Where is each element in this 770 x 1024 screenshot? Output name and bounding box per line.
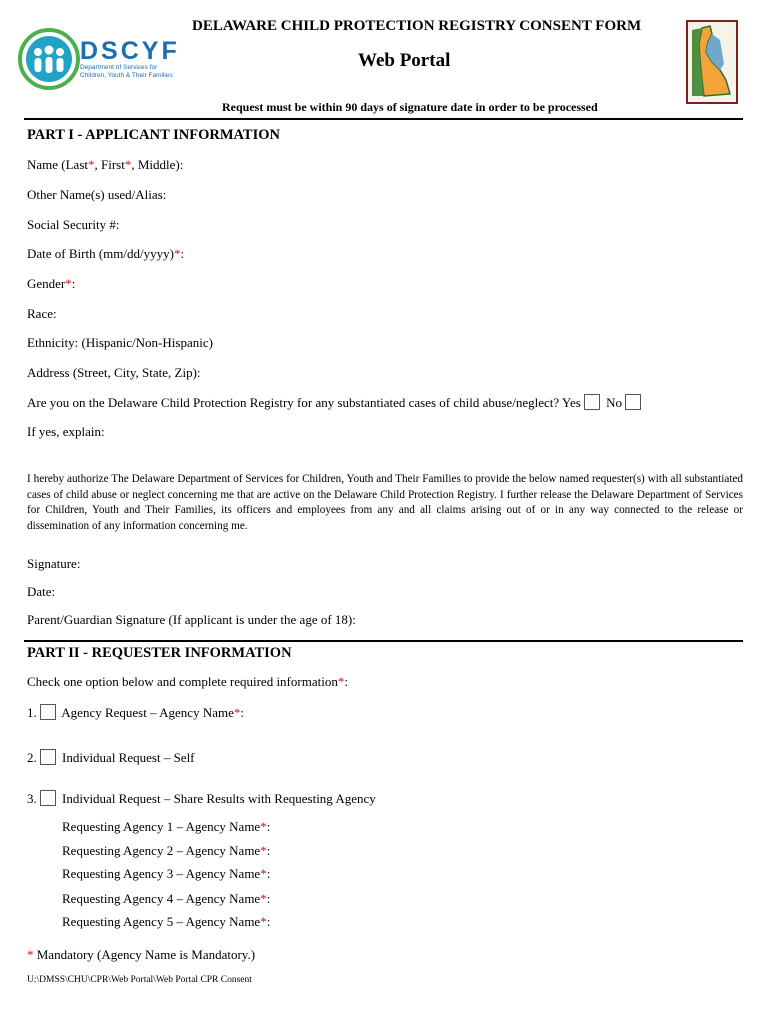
required-star: * [337,674,345,689]
authorization-paragraph: I hereby authorize The Delaware Department of Services for Children, Youth and Their Families to provide the below named requester(s) with all substantiated cases of child abuse or neglect concerning me that are active on the Delaware Child Protection Registry. I further release the Delaware Department of Services for Children, Youth and Their Families, its officers and employees from any and all claims arising out of or in any way connected to the release or dissemination of any information concerning me. [27,473,743,532]
required-star: * [260,843,267,858]
dscyf-logo-icon [18,28,80,90]
option-number: 3. [27,791,37,806]
mandatory-note-text: Mandatory (Agency Name is Mandatory.) [33,947,256,962]
required-star: * [260,866,267,881]
logo-subline-1: Department of Services for [80,64,158,71]
delaware-state-map-icon [686,20,738,104]
agency-colon: : [266,843,271,858]
logo-subline-2: Children, Youth & Their Families [80,72,173,79]
race-field[interactable]: Race: [27,306,57,321]
gender-colon: : [71,276,76,291]
gender-label: Gender [27,276,66,291]
individual-self-checkbox[interactable] [40,749,56,765]
dob-colon: : [180,246,185,261]
agency-request-label: Agency Request – Agency Name [61,705,234,720]
agency-label: Requesting Agency 2 – Agency Name [62,843,261,858]
individual-share-checkbox[interactable] [40,790,56,806]
instruction-text: Check one option below and complete required information [27,674,338,689]
date-field[interactable]: Date: [27,584,56,599]
no-label: No [606,395,622,410]
registry-question [27,394,644,411]
requesting-agency-5-field[interactable] [62,914,270,930]
required-star: * [65,276,72,291]
logo-name: DSCYF [80,37,180,65]
name-field[interactable] [27,157,183,173]
option-individual-share [27,790,376,807]
address-field[interactable]: Address (Street, City, State, Zip): [27,365,201,380]
divider [24,640,743,642]
agency-request-checkbox[interactable] [40,704,56,720]
agency-label: Requesting Agency 1 – Agency Name [62,819,261,834]
agency-label: Requesting Agency 4 – Agency Name [62,891,261,906]
option-agency-request [27,704,244,721]
dob-field[interactable] [27,246,184,262]
required-star: * [173,246,181,261]
dscyf-logo [18,28,178,90]
no-checkbox[interactable] [625,394,641,410]
agency-label: Requesting Agency 3 – Agency Name [62,866,261,881]
part1-heading: PART I - APPLICANT INFORMATION [27,127,280,143]
dob-label: Date of Birth (mm/dd/yyyy) [27,246,174,261]
gender-field[interactable] [27,276,75,292]
individual-self-label: Individual Request – Self [62,750,195,765]
requesting-agency-3-field[interactable] [62,866,270,882]
requesting-agency-4-field[interactable] [62,891,270,907]
requesting-agency-1-field[interactable] [62,819,270,835]
agency-request-colon: : [240,705,244,720]
individual-share-label: Individual Request – Share Results with Requesting Agency [62,791,376,806]
yes-label: Yes [561,395,581,410]
agency-colon: : [266,866,271,881]
if-yes-explain-field[interactable]: If yes, explain: [27,424,105,439]
parent-signature-field[interactable]: Parent/Guardian Signature (If applicant is under the age of 18): [27,612,356,627]
divider [24,118,743,120]
agency-colon: : [266,891,271,906]
agency-colon: : [266,914,271,929]
part2-heading: PART II - REQUESTER INFORMATION [27,645,292,661]
ethnicity-field[interactable]: Ethnicity: (Hispanic/Non-Hispanic) [27,335,213,350]
footer-file-path: U:\DMSS\CHU\CPR\Web Portal\Web Portal CPR Consent [27,975,252,985]
ssn-field[interactable]: Social Security #: [27,217,120,232]
required-star: * [88,157,95,172]
agency-label: Requesting Agency 5 – Agency Name [62,914,261,929]
agency-colon: : [266,819,271,834]
required-star: * [124,157,132,172]
name-label-middle: , Middle): [131,157,184,172]
yes-checkbox[interactable] [584,394,600,410]
instruction-colon: : [344,674,348,689]
other-names-field[interactable]: Other Name(s) used/Alias: [27,187,167,202]
signature-field[interactable]: Signature: [27,556,81,571]
required-star: * [260,819,267,834]
option-number: 2. [27,750,37,765]
required-star: * [260,891,267,906]
form-subtitle: Web Portal [358,50,451,71]
option-number: 1. [27,705,37,720]
name-label: Name (Last [27,157,89,172]
requesting-agency-2-field[interactable] [62,843,270,859]
part2-instruction [27,674,348,690]
name-label-first: , First [94,157,125,172]
required-star: * [27,947,34,962]
required-star: * [233,705,241,720]
form-title: DELAWARE CHILD PROTECTION REGISTRY CONSENT FORM [192,18,642,34]
required-star: * [260,914,267,929]
option-individual-self [27,749,195,766]
processing-notice: Request must be within 90 days of signature date in order to be processed [222,100,598,114]
registry-question-text: Are you on the Delaware Child Protection Registry for any substantiated cases of child abuse/neglect? [27,395,560,410]
mandatory-note [27,947,255,963]
